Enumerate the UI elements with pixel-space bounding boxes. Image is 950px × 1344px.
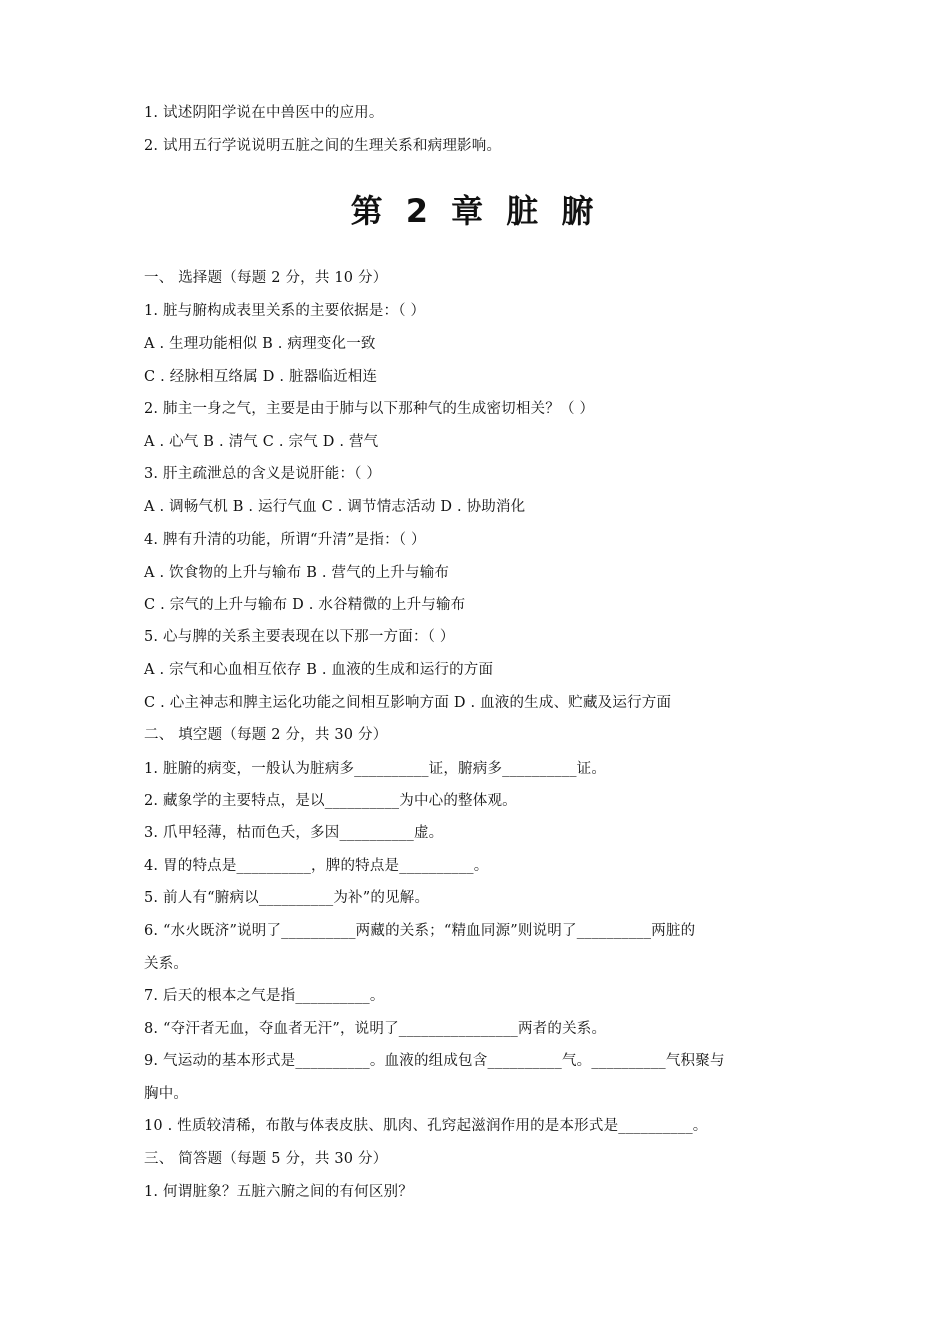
- option-line: C . 宗气的上升与输布 D . 水谷精微的上升与输布: [144, 597, 466, 613]
- question-line: 3. 爪甲轻薄，枯而色夭，多因__________虚。: [144, 825, 444, 841]
- chapter-title: 第 2 章 脏 腑: [350, 192, 600, 230]
- question-line: 7. 后天的根本之气是指__________。: [144, 988, 385, 1004]
- question-line: 5. 前人有“腑病以__________为补”的见解。: [144, 890, 430, 906]
- question-line: 1. 试述阴阳学说在中兽医中的应用。: [144, 105, 384, 121]
- question-line: 4. 脾有升清的功能，所谓“升清”是指：（ ）: [144, 532, 426, 548]
- question-line: 1. 何谓脏象？五脏六腑之间的有何区别？: [144, 1184, 413, 1200]
- section-heading: 二、 填空题（每题 2 分，共 30 分）: [144, 727, 388, 743]
- question-line: 1. 脏腑的病变，一般认为脏病多__________证，腑病多__________证。: [144, 761, 607, 777]
- option-line: A . 宗气和心血相互依存 B . 血液的生成和运行的方面: [144, 662, 494, 678]
- question-line-continued: 关系。: [144, 956, 189, 972]
- question-line: 2. 藏象学的主要特点，是以__________为中心的整体观。: [144, 793, 517, 809]
- option-line: C . 心主神志和脾主运化功能之间相互影响方面 D . 血液的生成、贮藏及运行方面: [144, 695, 672, 711]
- section-heading: 三、 简答题（每题 5 分，共 30 分）: [144, 1151, 388, 1167]
- question-line: 4. 胃的特点是__________，脾的特点是__________。: [144, 858, 489, 874]
- question-line: 5. 心与脾的关系主要表现在以下那一方面：（ ）: [144, 629, 455, 645]
- question-line: 9. 气运动的基本形式是__________。血液的组成包含__________气。__________气积聚与: [144, 1053, 725, 1069]
- option-line: A . 生理功能相似 B . 病理变化一致: [144, 336, 376, 352]
- section-heading: 一、 选择题（每题 2 分，共 10 分）: [144, 270, 388, 286]
- option-line: A . 调畅气机 B . 运行气血 C . 调节情志活动 D . 协助消化: [144, 499, 526, 515]
- question-line: 1. 脏与腑构成表里关系的主要依据是：（ ）: [144, 303, 426, 319]
- question-line: 2. 试用五行学说说明五脏之间的生理关系和病理影响。: [144, 138, 502, 154]
- question-line: 6. “水火既济”说明了__________两藏的关系；“精血同源”则说明了__________两脏的: [144, 923, 696, 939]
- option-line: A . 饮食物的上升与输布 B . 营气的上升与输布: [144, 565, 450, 581]
- question-line: 2. 肺主一身之气，主要是由于肺与以下那种气的生成密切相关？（ ）: [144, 401, 595, 417]
- option-line: C . 经脉相互络属 D . 脏器临近相连: [144, 369, 378, 385]
- option-line: A . 心气 B . 清气 C . 宗气 D . 营气: [144, 434, 379, 450]
- question-line: 8. “夺汗者无血，夺血者无汗”，说明了________________两者的关系。: [144, 1021, 607, 1037]
- question-line: 10 . 性质较清稀，布散与体表皮肤、肌肉、孔窍起滋润作用的是本形式是__________。: [144, 1118, 708, 1134]
- question-line-continued: 胸中。: [144, 1086, 189, 1102]
- question-line: 3. 肝主疏泄总的含义是说肝能：（ ）: [144, 466, 382, 482]
